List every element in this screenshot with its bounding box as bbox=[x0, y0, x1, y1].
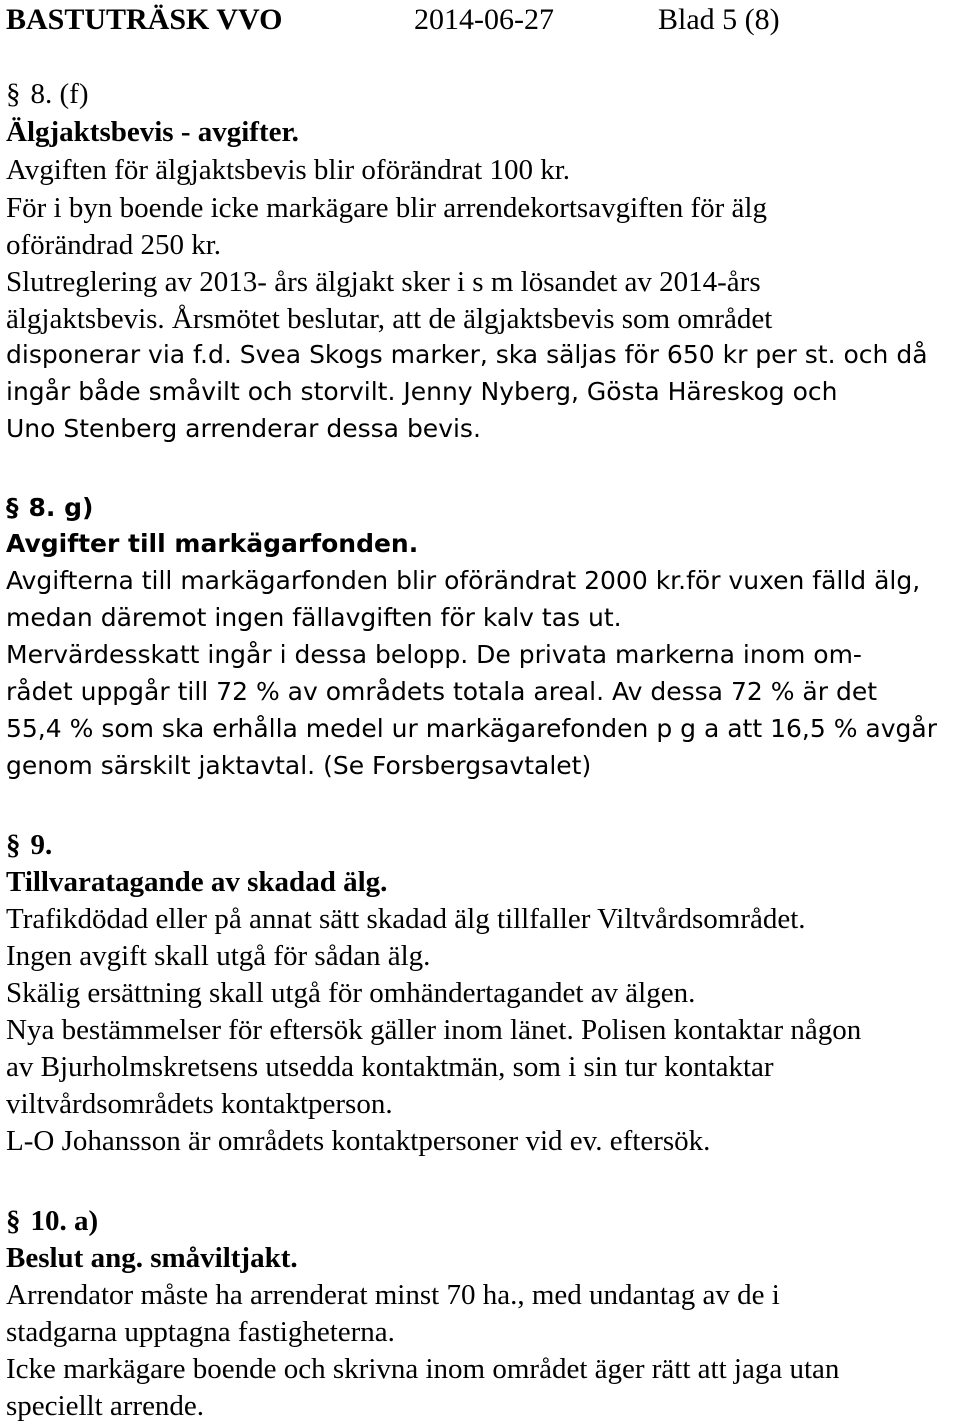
body-line: Trafikdödad eller på annat sätt skadad älg tillfaller Viltvårdsområdet. bbox=[6, 903, 806, 935]
body-line: Ingen avgift skall utgå för sådan älg. bbox=[6, 940, 431, 972]
section-mark: § bbox=[6, 78, 21, 110]
section-heading bbox=[6, 827, 52, 863]
body-line: Slutreglering av 2013- års älgjakt sker i s m lösandet av 2014-års bbox=[6, 266, 761, 298]
section-number: 8. (f) bbox=[30, 78, 89, 110]
section-mark: § bbox=[6, 1205, 21, 1237]
section-mark: § bbox=[6, 493, 19, 522]
page-number: Blad 5 (8) bbox=[658, 3, 780, 36]
organization-name: BASTUTRÄSK VVO bbox=[6, 3, 283, 36]
body-line: disponerar via f.d. Svea Skogs marker, ska säljas för 650 kr per st. och då bbox=[6, 340, 928, 369]
section-title: Älgjaktsbevis - avgifter. bbox=[6, 116, 299, 148]
section-title: Avgifter till markägarfonden. bbox=[6, 529, 419, 558]
body-line: medan däremot ingen fällavgiften för kalv tas ut. bbox=[6, 603, 622, 632]
body-line: viltvårdsområdets kontaktperson. bbox=[6, 1088, 393, 1120]
section-title: Tillvaratagande av skadad älg. bbox=[6, 866, 388, 898]
body-line: Nya bestämmelser för eftersök gäller inom länet. Polisen kontaktar någon bbox=[6, 1014, 862, 1046]
section-title: Beslut ang. småviltjakt. bbox=[6, 1242, 298, 1274]
body-line: genom särskilt jaktavtal. (Se Forsbergsavtalet) bbox=[6, 751, 592, 780]
section-number: 10. a) bbox=[30, 1205, 99, 1237]
body-line: rådet uppgår till 72 % av områdets totala areal. Av dessa 72 % är det bbox=[6, 677, 877, 706]
section-number: 9. bbox=[30, 829, 53, 861]
body-line: ingår både småvilt och storvilt. Jenny Nyberg, Gösta Häreskog och bbox=[6, 377, 838, 406]
body-line: 55,4 % som ska erhålla medel ur markägarefonden p g a att 16,5 % avgår bbox=[6, 714, 938, 743]
body-line: L-O Johansson är områdets kontaktpersoner vid ev. eftersök. bbox=[6, 1125, 711, 1157]
body-line: För i byn boende icke markägare blir arrendekortsavgiften för älg bbox=[6, 192, 767, 224]
section-mark: § bbox=[6, 829, 21, 861]
body-line: Uno Stenberg arrenderar dessa bevis. bbox=[6, 414, 481, 443]
body-line: Skälig ersättning skall utgå för omhändertagandet av älgen. bbox=[6, 977, 696, 1009]
body-line: älgjaktsbevis. Årsmötet beslutar, att de älgjaktsbevis som området bbox=[6, 303, 773, 335]
body-line: av Bjurholmskretsens utsedda kontaktmän, som i sin tur kontaktar bbox=[6, 1051, 774, 1083]
page-header bbox=[6, 0, 906, 40]
body-line: speciellt arrende. bbox=[6, 1390, 205, 1422]
section-heading bbox=[6, 490, 93, 526]
body-line: Avgifterna till markägarfonden blir oförändrat 2000 kr.för vuxen fälld älg, bbox=[6, 566, 921, 595]
section-heading bbox=[6, 76, 88, 112]
body-line: oförändrad 250 kr. bbox=[6, 229, 222, 261]
body-line: stadgarna upptagna fastigheterna. bbox=[6, 1316, 395, 1348]
body-line: Avgiften för älgjaktsbevis blir oförändrat 100 kr. bbox=[6, 154, 571, 186]
body-line: Arrendator måste ha arrenderat minst 70 ha., med undantag av de i bbox=[6, 1279, 780, 1311]
body-line: Mervärdesskatt ingår i dessa belopp. De privata markerna inom om- bbox=[6, 640, 862, 669]
section-heading bbox=[6, 1203, 98, 1239]
document-date: 2014-06-27 bbox=[414, 3, 554, 36]
section-number: 8. g) bbox=[28, 493, 94, 522]
body-line: Icke markägare boende och skrivna inom området äger rätt att jaga utan bbox=[6, 1353, 840, 1385]
